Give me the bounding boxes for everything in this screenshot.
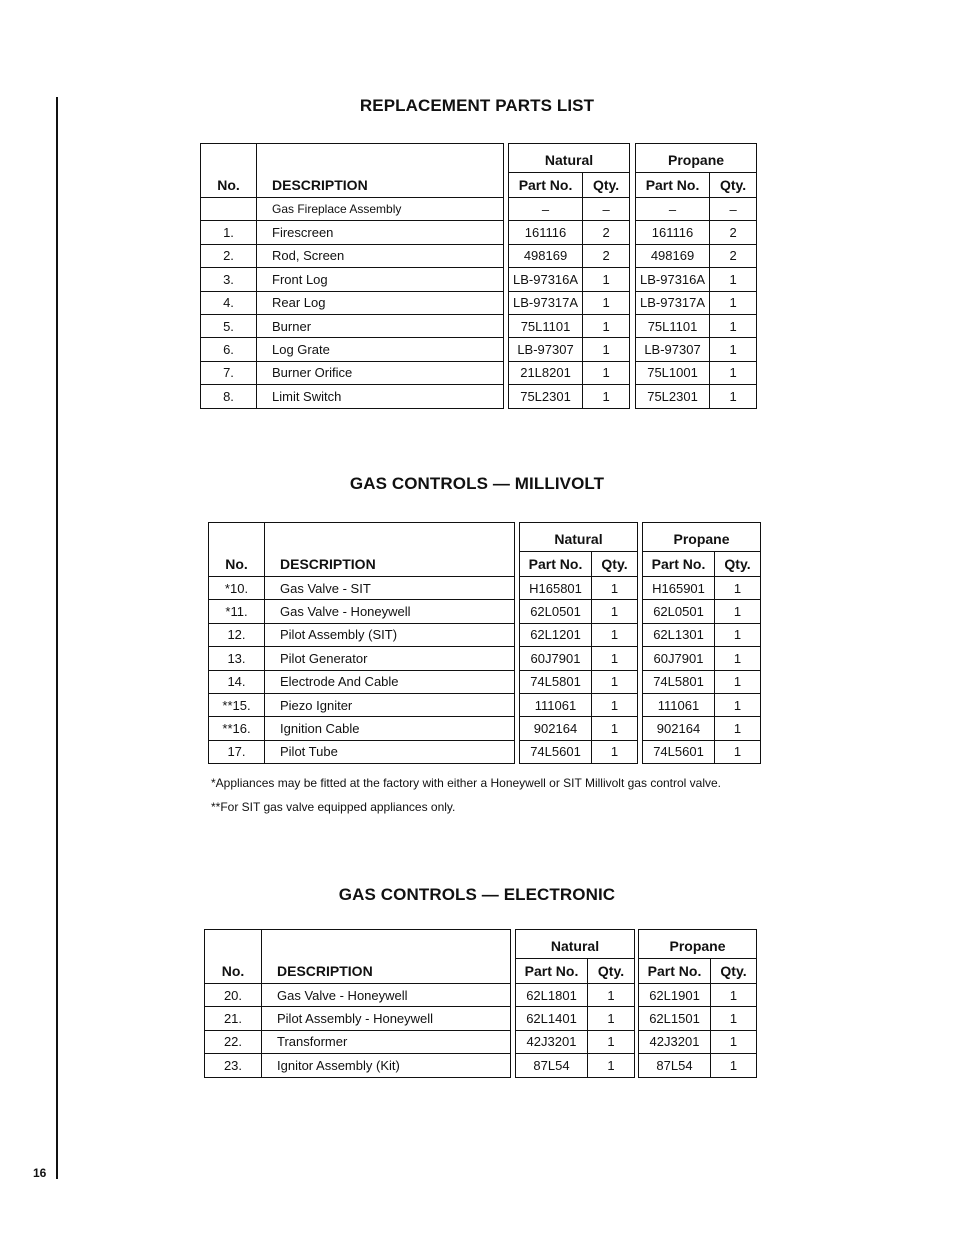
natural-qty: 1 <box>592 693 638 716</box>
propane-qty: 1 <box>715 577 761 600</box>
table-row <box>209 740 515 763</box>
propane-qty: 1 <box>710 361 757 384</box>
propane-qty: 1 <box>710 385 757 408</box>
natural-part-no: 111061 <box>520 693 592 716</box>
item-description: Gas Valve - Honeywell <box>262 984 511 1007</box>
table-row <box>516 1030 635 1053</box>
natural-part-no: 902164 <box>520 717 592 740</box>
footnote-sit-only: **For SIT gas valve equipped appliances only. <box>211 800 456 814</box>
table-row <box>520 693 638 716</box>
natural-qty: 1 <box>583 268 630 291</box>
header-description: DESCRIPTION <box>262 930 511 984</box>
header-part-no: Part No. <box>520 552 592 577</box>
propane-qty: 1 <box>710 268 757 291</box>
millivolt-propane-table <box>642 522 761 764</box>
item-number: 4. <box>201 291 257 314</box>
header-natural: Natural <box>520 523 638 552</box>
header-part-no: Part No. <box>639 959 711 984</box>
propane-part-no: 62L1301 <box>643 623 715 646</box>
table-row <box>509 361 630 384</box>
section-title-millivolt: GAS CONTROLS — MILLIVOLT <box>349 474 605 493</box>
natural-part-no: – <box>509 198 583 221</box>
table-row <box>509 268 630 291</box>
header-part-no: Part No. <box>643 552 715 577</box>
propane-part-no: 87L54 <box>639 1054 711 1077</box>
natural-qty: 1 <box>592 717 638 740</box>
propane-part-no: LB-97317A <box>636 291 710 314</box>
table-row <box>209 693 515 716</box>
header-part-no: Part No. <box>509 173 583 198</box>
natural-qty: 1 <box>588 1054 635 1077</box>
header-qty: Qty. <box>711 959 757 984</box>
table-row <box>509 314 630 337</box>
item-number: **16. <box>209 717 265 740</box>
natural-qty: 1 <box>588 984 635 1007</box>
item-number: 1. <box>201 221 257 244</box>
item-number: 21. <box>205 1007 262 1030</box>
table-row <box>209 647 515 670</box>
table-row <box>643 693 761 716</box>
margin-rule <box>56 97 58 1179</box>
table-row <box>520 717 638 740</box>
natural-qty: 1 <box>588 1007 635 1030</box>
table-row <box>516 1054 635 1077</box>
natural-part-no: 498169 <box>509 244 583 267</box>
propane-qty: 1 <box>710 314 757 337</box>
natural-qty: 1 <box>592 600 638 623</box>
table-row <box>205 1007 511 1030</box>
item-number: 20. <box>205 984 262 1007</box>
table-row <box>201 314 504 337</box>
header-no: No. <box>201 144 257 198</box>
table-row <box>636 385 757 408</box>
item-number: **15. <box>209 693 265 716</box>
section-title-electronic: GAS CONTROLS — ELECTRONIC <box>338 885 616 904</box>
propane-part-no: 75L1101 <box>636 314 710 337</box>
item-description: Pilot Assembly (SIT) <box>265 623 515 646</box>
table-row <box>639 1054 757 1077</box>
propane-part-no: 74L5801 <box>643 670 715 693</box>
item-number: 5. <box>201 314 257 337</box>
propane-part-no: 498169 <box>636 244 710 267</box>
natural-part-no: 75L1101 <box>509 314 583 337</box>
propane-part-no: 60J7901 <box>643 647 715 670</box>
propane-qty: 1 <box>715 600 761 623</box>
table-row <box>509 198 630 221</box>
millivolt-natural-table <box>519 522 638 764</box>
propane-qty: – <box>710 198 757 221</box>
item-description: Gas Valve - Honeywell <box>265 600 515 623</box>
natural-part-no: LB-97317A <box>509 291 583 314</box>
item-description: Rod, Screen <box>257 244 504 267</box>
propane-part-no: 74L5601 <box>643 740 715 763</box>
table-row <box>636 268 757 291</box>
item-description: Transformer <box>262 1030 511 1053</box>
item-description: Ignition Cable <box>265 717 515 740</box>
item-number: 22. <box>205 1030 262 1053</box>
item-description: Firescreen <box>257 221 504 244</box>
item-description: Piezo Igniter <box>265 693 515 716</box>
header-description: DESCRIPTION <box>265 523 515 577</box>
table-row <box>643 600 761 623</box>
item-number: *11. <box>209 600 265 623</box>
natural-part-no: 60J7901 <box>520 647 592 670</box>
propane-qty: 1 <box>711 1030 757 1053</box>
table-row <box>509 385 630 408</box>
item-number: 3. <box>201 268 257 291</box>
electronic-natural-table <box>515 929 635 1078</box>
propane-qty: 1 <box>715 693 761 716</box>
item-number: 23. <box>205 1054 262 1077</box>
table-row <box>209 577 515 600</box>
table-row <box>636 198 757 221</box>
millivolt-left-table <box>208 522 515 764</box>
natural-part-no: LB-97307 <box>509 338 583 361</box>
table-row <box>643 740 761 763</box>
propane-qty: 1 <box>711 1054 757 1077</box>
table-row <box>209 600 515 623</box>
item-number: 7. <box>201 361 257 384</box>
table-row <box>520 600 638 623</box>
natural-qty: 1 <box>592 623 638 646</box>
table-row <box>520 623 638 646</box>
header-propane: Propane <box>639 930 757 959</box>
propane-qty: 1 <box>711 1007 757 1030</box>
natural-part-no: 62L1801 <box>516 984 588 1007</box>
table-row <box>509 338 630 361</box>
table-row <box>639 1007 757 1030</box>
propane-part-no: 42J3201 <box>639 1030 711 1053</box>
table-row <box>643 647 761 670</box>
natural-qty: 1 <box>592 740 638 763</box>
replacement-parts-left-table <box>200 143 504 409</box>
natural-qty: 1 <box>592 647 638 670</box>
natural-part-no: 21L8201 <box>509 361 583 384</box>
item-description: Electrode And Cable <box>265 670 515 693</box>
replacement-parts-propane-table <box>635 143 757 409</box>
item-number <box>201 198 257 221</box>
natural-qty: 1 <box>583 314 630 337</box>
natural-qty: 1 <box>583 361 630 384</box>
natural-qty: 1 <box>588 1030 635 1053</box>
natural-part-no: 161116 <box>509 221 583 244</box>
propane-qty: 1 <box>715 717 761 740</box>
footnote-honeywell-sit: *Appliances may be fitted at the factory with either a Honeywell or SIT Millivolt gas control valve. <box>211 776 722 790</box>
table-row <box>209 623 515 646</box>
item-description: Front Log <box>257 268 504 291</box>
natural-part-no: 42J3201 <box>516 1030 588 1053</box>
header-qty: Qty. <box>588 959 635 984</box>
item-description: Log Grate <box>257 338 504 361</box>
table-row <box>636 244 757 267</box>
propane-qty: 1 <box>710 338 757 361</box>
natural-qty: 1 <box>592 670 638 693</box>
propane-part-no: – <box>636 198 710 221</box>
propane-qty: 1 <box>715 647 761 670</box>
header-no: No. <box>205 930 262 984</box>
item-number: 14. <box>209 670 265 693</box>
propane-part-no: 75L1001 <box>636 361 710 384</box>
natural-part-no: LB-97316A <box>509 268 583 291</box>
natural-part-no: 62L1201 <box>520 623 592 646</box>
item-number: *10. <box>209 577 265 600</box>
propane-part-no: 161116 <box>636 221 710 244</box>
table-row <box>205 1030 511 1053</box>
table-row <box>520 577 638 600</box>
propane-qty: 2 <box>710 221 757 244</box>
table-row <box>516 984 635 1007</box>
propane-part-no: LB-97316A <box>636 268 710 291</box>
table-row <box>509 291 630 314</box>
item-number: 6. <box>201 338 257 361</box>
propane-part-no: 62L1901 <box>639 984 711 1007</box>
propane-part-no: H165901 <box>643 577 715 600</box>
header-no: No. <box>209 523 265 577</box>
item-description: Gas Fireplace Assembly <box>257 198 504 221</box>
header-qty: Qty. <box>710 173 757 198</box>
natural-part-no: 62L0501 <box>520 600 592 623</box>
natural-part-no: 87L54 <box>516 1054 588 1077</box>
natural-qty: 2 <box>583 221 630 244</box>
natural-part-no: 75L2301 <box>509 385 583 408</box>
item-description: Pilot Assembly - Honeywell <box>262 1007 511 1030</box>
item-number: 13. <box>209 647 265 670</box>
propane-qty: 1 <box>715 623 761 646</box>
natural-qty: 2 <box>583 244 630 267</box>
item-description: Limit Switch <box>257 385 504 408</box>
page-number: 16 <box>33 1166 47 1180</box>
table-row <box>636 338 757 361</box>
table-row <box>643 717 761 740</box>
item-description: Gas Valve - SIT <box>265 577 515 600</box>
item-description: Pilot Tube <box>265 740 515 763</box>
table-row <box>201 385 504 408</box>
propane-part-no: 111061 <box>643 693 715 716</box>
header-propane: Propane <box>636 144 757 173</box>
item-description: Burner Orifice <box>257 361 504 384</box>
electronic-left-table <box>204 929 511 1078</box>
natural-qty: 1 <box>583 385 630 408</box>
table-row <box>205 1054 511 1077</box>
natural-qty: 1 <box>592 577 638 600</box>
table-row <box>209 717 515 740</box>
item-number: 17. <box>209 740 265 763</box>
replacement-parts-natural-table <box>508 143 630 409</box>
table-row <box>509 221 630 244</box>
table-row <box>643 577 761 600</box>
header-natural: Natural <box>509 144 630 173</box>
table-row <box>636 361 757 384</box>
header-qty: Qty. <box>583 173 630 198</box>
table-row <box>520 647 638 670</box>
propane-part-no: 75L2301 <box>636 385 710 408</box>
section-title-replacement-parts: REPLACEMENT PARTS LIST <box>359 96 595 115</box>
item-number: 12. <box>209 623 265 646</box>
header-natural: Natural <box>516 930 635 959</box>
natural-part-no: 74L5601 <box>520 740 592 763</box>
header-part-no: Part No. <box>636 173 710 198</box>
table-row <box>643 670 761 693</box>
table-row <box>201 198 504 221</box>
propane-qty: 1 <box>711 984 757 1007</box>
item-description: Pilot Generator <box>265 647 515 670</box>
natural-qty: – <box>583 198 630 221</box>
header-description: DESCRIPTION <box>257 144 504 198</box>
table-row <box>201 221 504 244</box>
item-number: 2. <box>201 244 257 267</box>
table-row <box>636 221 757 244</box>
table-row <box>205 984 511 1007</box>
propane-part-no: LB-97307 <box>636 338 710 361</box>
table-row <box>639 984 757 1007</box>
table-row <box>201 361 504 384</box>
propane-part-no: 62L0501 <box>643 600 715 623</box>
table-row <box>636 314 757 337</box>
table-row <box>639 1030 757 1053</box>
item-description: Rear Log <box>257 291 504 314</box>
table-row <box>201 268 504 291</box>
table-row <box>201 338 504 361</box>
header-qty: Qty. <box>715 552 761 577</box>
table-row <box>516 1007 635 1030</box>
propane-part-no: 62L1501 <box>639 1007 711 1030</box>
natural-qty: 1 <box>583 291 630 314</box>
propane-qty: 1 <box>715 740 761 763</box>
natural-part-no: 74L5801 <box>520 670 592 693</box>
item-description: Ignitor Assembly (Kit) <box>262 1054 511 1077</box>
header-qty: Qty. <box>592 552 638 577</box>
electronic-propane-table <box>638 929 757 1078</box>
table-row <box>643 623 761 646</box>
propane-qty: 1 <box>710 291 757 314</box>
table-row <box>201 291 504 314</box>
propane-qty: 2 <box>710 244 757 267</box>
header-propane: Propane <box>643 523 761 552</box>
table-row <box>201 244 504 267</box>
natural-part-no: H165801 <box>520 577 592 600</box>
item-number: 8. <box>201 385 257 408</box>
propane-part-no: 902164 <box>643 717 715 740</box>
propane-qty: 1 <box>715 670 761 693</box>
table-row <box>520 670 638 693</box>
header-part-no: Part No. <box>516 959 588 984</box>
natural-qty: 1 <box>583 338 630 361</box>
table-row <box>636 291 757 314</box>
item-description: Burner <box>257 314 504 337</box>
table-row <box>520 740 638 763</box>
table-row <box>509 244 630 267</box>
natural-part-no: 62L1401 <box>516 1007 588 1030</box>
table-row <box>209 670 515 693</box>
